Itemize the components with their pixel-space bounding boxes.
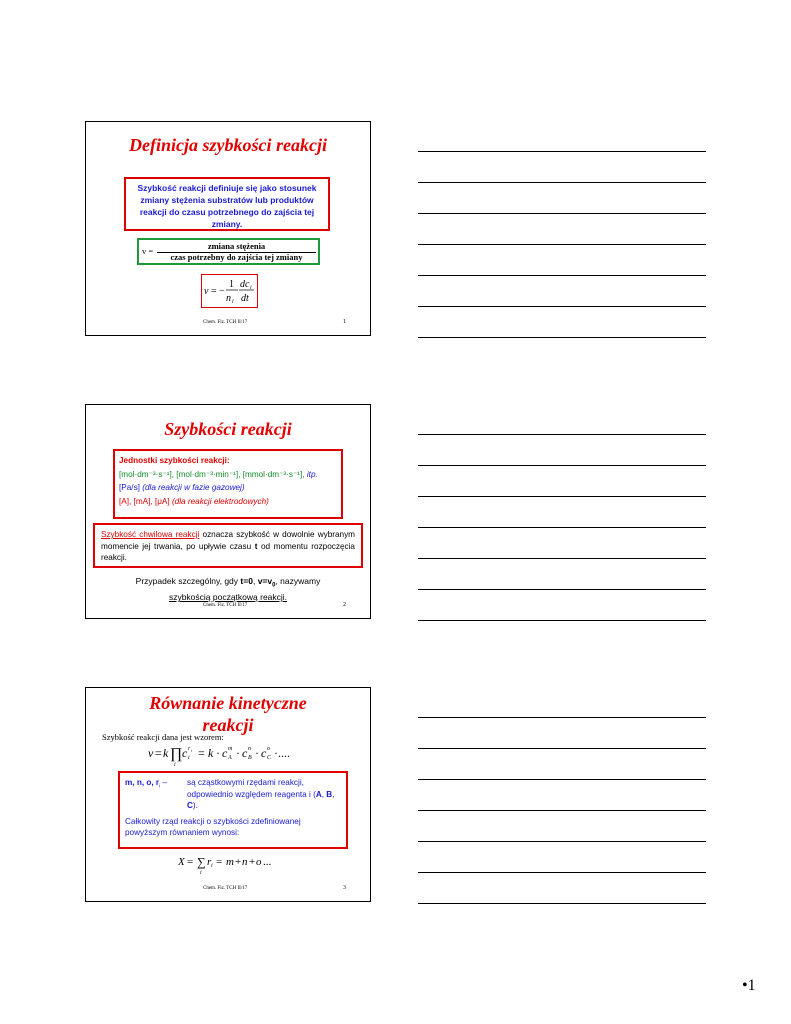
slide-1-footer: Chem. Fiz. TCH II/17 bbox=[203, 320, 248, 325]
svg-text:n: n bbox=[242, 856, 248, 868]
svg-text:=: = bbox=[187, 856, 194, 868]
svg-text:·: · bbox=[236, 746, 240, 760]
svg-text:C: C bbox=[267, 755, 272, 761]
svg-text:=: = bbox=[155, 746, 162, 760]
svg-text:A: A bbox=[228, 755, 232, 761]
note-line bbox=[418, 244, 706, 245]
svg-text:1: 1 bbox=[229, 279, 234, 290]
svg-text:c: c bbox=[242, 746, 248, 760]
svg-text:c: c bbox=[261, 746, 267, 760]
overall-order-text: Całkowity rząd reakcji o szybkości zdefiniowanej powyższym równaniem wynosi: bbox=[125, 816, 301, 837]
definition-text: Szybkość reakcji definiuje się jako stosunek zmiany stężenia substratów lub produktów reakcji do czasu potrzebnego do zajścia tej zmiany. bbox=[137, 183, 317, 229]
slide-3-number: 3 bbox=[343, 885, 346, 891]
fraction-lhs: v = bbox=[142, 246, 154, 256]
note-line bbox=[418, 151, 706, 152]
note-line bbox=[418, 903, 706, 904]
note-line bbox=[418, 496, 706, 497]
svg-text:·....: ·.... bbox=[274, 746, 290, 760]
note-line bbox=[418, 589, 706, 590]
rate-formula-box bbox=[201, 274, 258, 308]
slide-3-title: Równanie kinetyczne reakcji bbox=[149, 693, 307, 735]
svg-text:∏: ∏ bbox=[170, 746, 183, 762]
rate-law-intro: Szybkość reakcji dana jest wzorem: bbox=[102, 732, 224, 742]
svg-text:o: o bbox=[256, 856, 262, 868]
fraction-numerator: zmiana stężenia bbox=[157, 241, 316, 253]
note-line bbox=[418, 748, 706, 749]
svg-text:r: r bbox=[207, 856, 212, 868]
svg-text:X: X bbox=[178, 856, 185, 868]
svg-text:r: r bbox=[188, 746, 191, 752]
note-line bbox=[418, 872, 706, 873]
units-line-electrode: [A], [mA], [μA] (dla reakcji elektrodowych) bbox=[119, 496, 269, 506]
units-line-gas: [Pa/s] (dla reakcji w fazie gazowej) bbox=[119, 483, 245, 492]
note-line bbox=[418, 465, 706, 466]
svg-text:+: + bbox=[249, 856, 256, 868]
svg-text:i: i bbox=[211, 863, 213, 869]
note-line bbox=[418, 810, 706, 811]
slide-1-number: 1 bbox=[343, 319, 346, 325]
slide-2-footer: Chem. Fiz. TCH II/17 bbox=[203, 603, 248, 608]
rate-formula bbox=[202, 275, 256, 306]
svg-text:m: m bbox=[228, 746, 233, 752]
slide-3-footer: Chem. Fiz. TCH II/17 bbox=[203, 886, 248, 891]
svg-text:+: + bbox=[235, 856, 242, 868]
fraction-denominator: czas potrzebny do zajścia tej zmiany bbox=[170, 252, 303, 262]
svg-text:=: = bbox=[198, 746, 205, 760]
overall-order-formula bbox=[178, 853, 288, 875]
svg-text:·: · bbox=[255, 746, 259, 760]
note-line bbox=[418, 527, 706, 528]
svg-text:i: i bbox=[174, 762, 176, 767]
orders-definition: m, n, o, $r_i$ – są cząstkowymi rzędami reakcji, odpowiednio względem reagenta i (A, B, C). bbox=[125, 778, 335, 810]
slide-1-title: Definicja szybkości reakcji bbox=[129, 135, 327, 155]
svg-text:·: · bbox=[216, 746, 220, 760]
note-line bbox=[418, 717, 706, 718]
svg-text:m: m bbox=[226, 856, 234, 868]
svg-text:v: v bbox=[204, 286, 209, 297]
svg-text:i: i bbox=[200, 870, 202, 875]
svg-text:∑: ∑ bbox=[197, 855, 206, 869]
svg-text:=: = bbox=[216, 856, 223, 868]
svg-text:i: i bbox=[250, 285, 252, 291]
svg-text:dt: dt bbox=[241, 293, 249, 304]
svg-text:n: n bbox=[226, 293, 231, 304]
rate-fraction-box bbox=[137, 238, 320, 265]
slide-2-title: Szybkości reakcji bbox=[164, 419, 292, 439]
note-line bbox=[418, 779, 706, 780]
orders-box bbox=[118, 771, 348, 849]
svg-text:v: v bbox=[148, 746, 154, 760]
initial-rate-term: szybkością początkową reakcji. bbox=[168, 592, 288, 603]
svg-text:i: i bbox=[232, 299, 234, 305]
slide-2-number: 2 bbox=[343, 602, 346, 608]
slide-1 bbox=[85, 121, 371, 336]
definition-box bbox=[124, 177, 330, 231]
svg-text:n: n bbox=[248, 746, 251, 752]
instant-rate-box: Szybkość chwilowa reakcji oznacza szybkość w dowolnie wybranym momencie jej trwania, po upływie czasu t od momentu rozpoczęcia reakcji. bbox=[93, 523, 363, 568]
note-line bbox=[418, 434, 706, 435]
svg-text:c: c bbox=[182, 746, 188, 760]
svg-text:c: c bbox=[222, 746, 228, 760]
instant-rate-text: oznacza szybkość w dowolnie wybranym momencie jej trwania, po upływie czasu bbox=[101, 530, 355, 551]
units-heading: Jednostki szybkości reakcji: bbox=[119, 456, 230, 465]
note-line bbox=[418, 620, 706, 621]
svg-text:B: B bbox=[248, 755, 252, 761]
svg-text:dc: dc bbox=[240, 279, 250, 290]
note-line bbox=[418, 182, 706, 183]
note-line bbox=[418, 558, 706, 559]
page-number: •1 bbox=[742, 977, 756, 994]
slide-2 bbox=[85, 404, 371, 619]
note-line bbox=[418, 841, 706, 842]
units-line-molar: [mol·dm⁻³·s⁻¹], [mol·dm⁻³·min⁻¹], [mmol·dm⁻³·s⁻¹], itp. bbox=[119, 469, 318, 479]
svg-text:...: ... bbox=[263, 856, 272, 868]
special-case-text: Przypadek szczególny, gdy t=0, $v=v_0$, nazywamy szybkością początkową reakcji. bbox=[135, 576, 321, 603]
svg-text:= −: = − bbox=[211, 286, 225, 297]
units-box bbox=[113, 449, 343, 519]
svg-text:i: i bbox=[188, 755, 190, 761]
note-line bbox=[418, 275, 706, 276]
rate-law-formula bbox=[148, 743, 328, 767]
note-line bbox=[418, 306, 706, 307]
svg-text:k: k bbox=[208, 746, 214, 760]
slide-3 bbox=[85, 687, 371, 902]
svg-text:o: o bbox=[267, 746, 270, 752]
instant-rate-term: Szybkość chwilowa reakcji bbox=[101, 530, 200, 539]
note-line bbox=[418, 213, 706, 214]
svg-text:k: k bbox=[163, 746, 169, 760]
note-line bbox=[418, 337, 706, 338]
svg-text:i: i bbox=[191, 748, 193, 753]
